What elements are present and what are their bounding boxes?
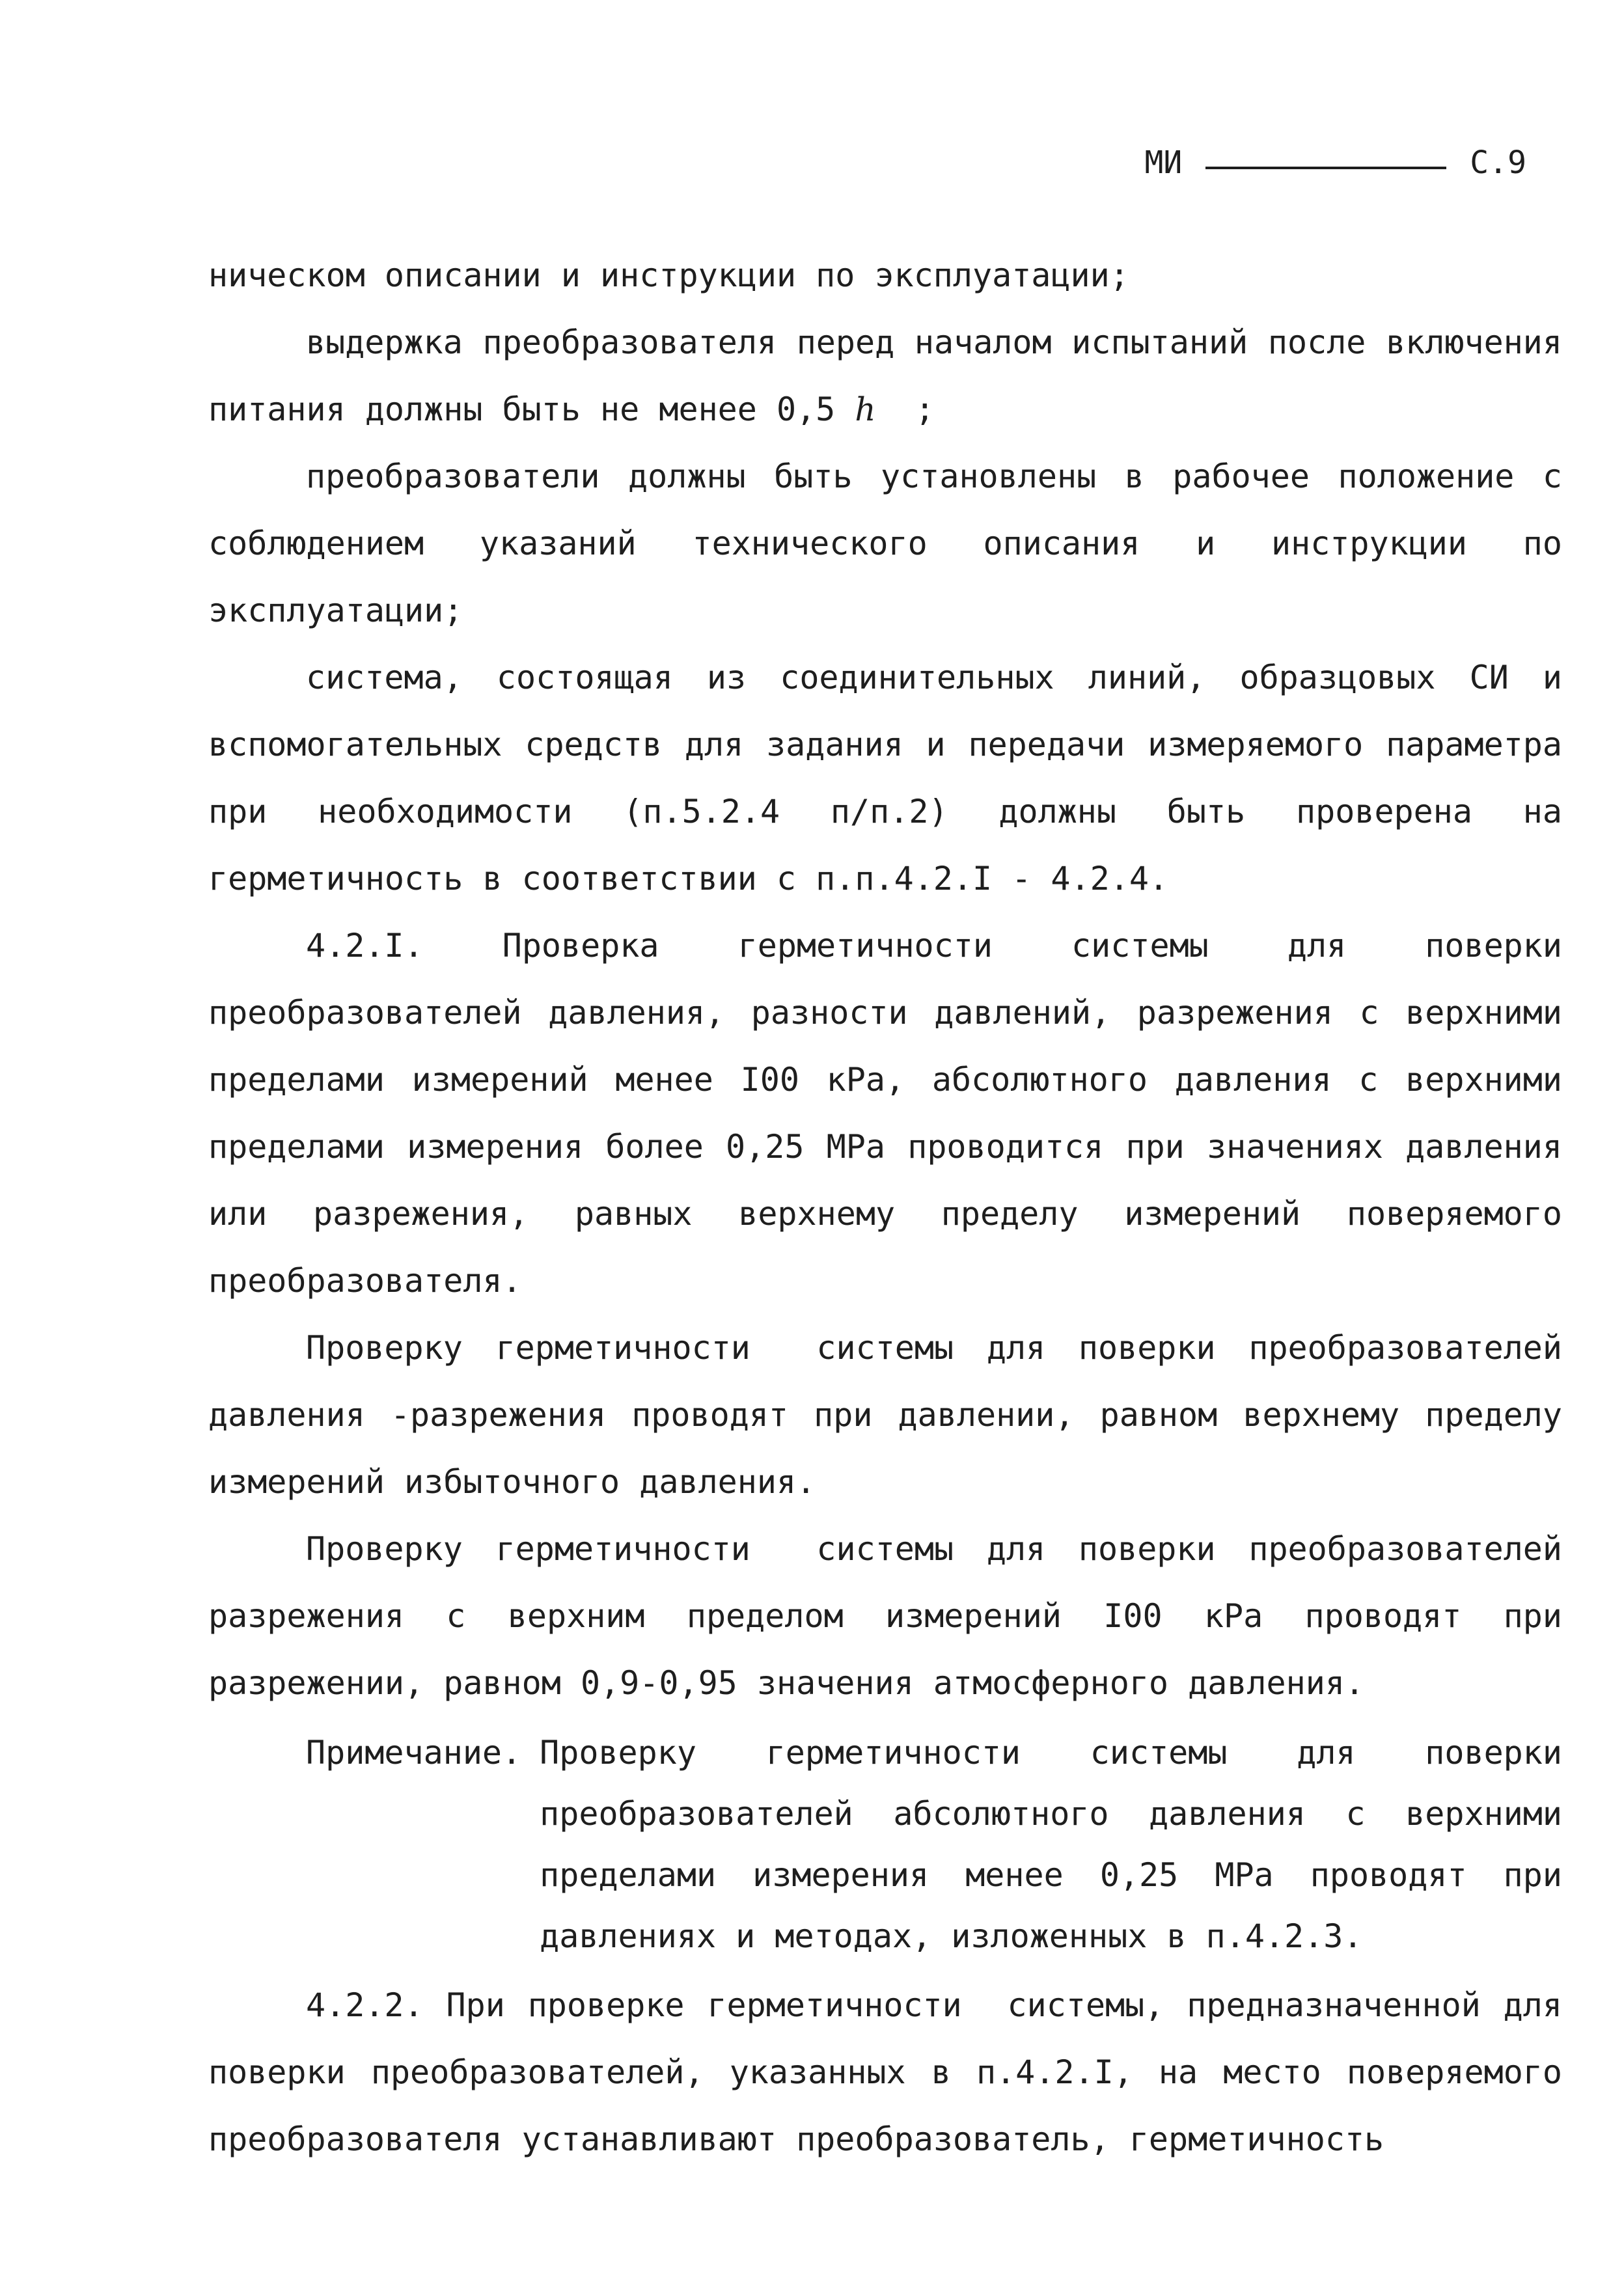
page-number: С.9 <box>1470 144 1526 181</box>
paragraph: преобразователи должны быть установлены в рабочее положение с соблюдением указаний технического описания и инструкции по эксплуатации; <box>208 458 1562 629</box>
paragraph: Проверку герметичности системы для поверки преобразователей разрежения с верхним пределом измерений I00 кРа проводят при разрежении, равном 0,9-0,95 значения атмосферного давления. <box>208 1530 1582 1702</box>
unit-hours: h <box>855 390 876 428</box>
page-header <box>1145 144 1527 181</box>
paragraph: выдержка преобразователя перед началом испытаний после включения питания должны быть не менее 0,5 h ; <box>208 323 1562 428</box>
document-code: МИ <box>1144 144 1183 181</box>
paragraph: система, состоящая из соединительных линий, образцовых СИ и вспомогательных средств для задания и передачи измеряемого параметра при необходимости (п.5.2.4 п/п.2) должны быть проверена на герметичность в соответствии с п.п.4.2.I - 4.2.4. <box>208 659 1562 897</box>
paragraph: ническом описании и инструкции по эксплуатации; <box>208 256 1129 294</box>
paragraph: Проверку герметичности системы для поверки преобразователей давления -разрежения проводят при давлении, равном верхнему пределу измерений избыточного давления. <box>208 1329 1582 1501</box>
note-text: Проверку герметичности системы для поверки преобразователей абсолютного давления с верхними пределами измерения менее 0,25 МРа проводят при давлениях и методах, изложенных в п.4.2.3. <box>540 1734 1562 1955</box>
section-4-2-1: 4.2.I. Проверка герметичности системы для поверки преобразователей давления, разности давлений, разрежения с верхними пределами измерений менее I00 кРа, абсолютного давления с верхними пределами измерения более 0,25 МРа проводится при значениях давления или разрежения, равных верхнему пределу измерений поверяемого преобразователя. <box>208 927 1562 1300</box>
document-number-blank <box>1205 167 1446 169</box>
document-body <box>208 242 1582 2173</box>
note-block <box>306 1722 1562 1967</box>
section-4-2-2: 4.2.2. При проверке герметичности системы, предназначенной для поверки преобразователей, указанных в п.4.2.I, на место поверяемого преобразователя устанавливают преобразователь, герметичность <box>208 1986 1582 2158</box>
note-label: Примечание. <box>306 1734 522 1772</box>
